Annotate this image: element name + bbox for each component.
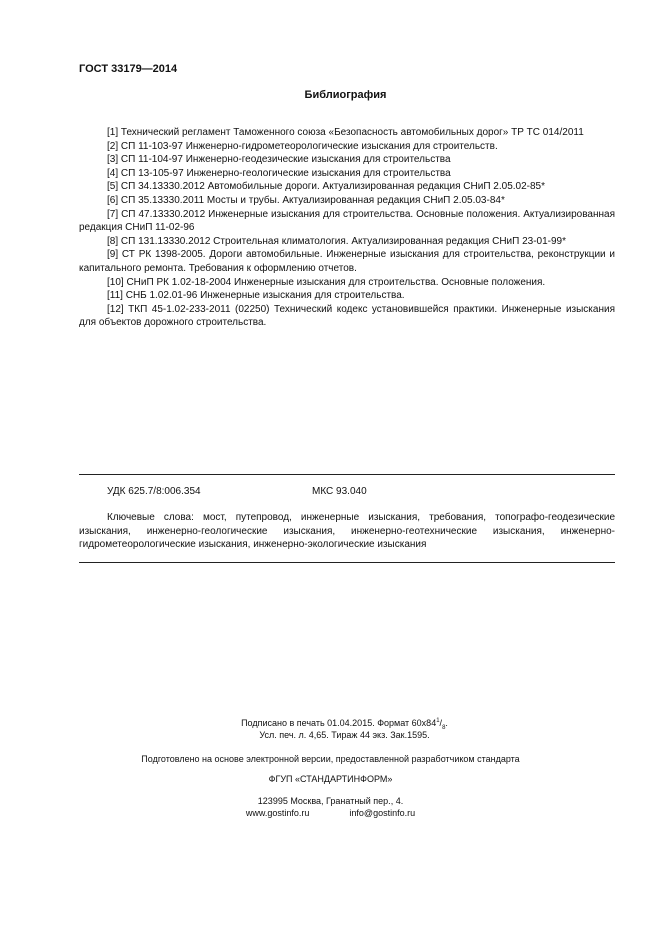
bibliography-item: [12] ТКП 45-1.02-233-2011 (02250) Технический кодекс установившейся практики. Инженерные изыскания для объектов дорожного строительства.	[79, 303, 615, 329]
bibliography-item: [10] СНиП РК 1.02-18-2004 Инженерные изыскания для строительства. Основные положения.	[107, 276, 546, 288]
publisher-email-link[interactable]: info@gostinfo.ru	[349, 808, 416, 818]
bibliography-item: [8] СП 131.13330.2012 Строительная климатология. Актуализированная редакция СНиП 23-01-99*	[107, 235, 567, 247]
format-fraction-denominator: 8	[442, 724, 446, 731]
publisher-name: ФГУП «СТАНДАРТИНФОРМ»	[268, 774, 393, 784]
imprint-signed-text: Подписано в печать 01.04.2015. Формат 60х84	[241, 718, 437, 728]
keywords: Ключевые слова: мост, путепровод, инженерные изыскания, требования, топографо-геодезические изыскания, инженерно-геологические изыскания, инженерно-геотехнические изыскания, инженерно-гидрометеорологические изыскания, инженерно-экологические изыскания	[79, 512, 615, 551]
divider-top	[79, 474, 615, 475]
udk-code: УДК 625.7/8:006.354	[107, 486, 201, 497]
publisher-website-link[interactable]: www.gostinfo.ru	[245, 808, 310, 818]
document-id: ГОСТ 33179—2014	[79, 63, 178, 75]
publisher-contacts	[0, 807, 661, 819]
bibliography-item: [5] СП 34.13330.2012 Автомобильные дороги. Актуализированная редакция СНиП 2.05.02-85*	[107, 181, 546, 193]
format-end: .	[445, 718, 448, 728]
mks-code: МКС 93.040	[312, 486, 367, 497]
bibliography-item: [11] СНБ 1.02.01-96 Инженерные изыскания для строительства.	[107, 290, 405, 302]
format-fraction-numerator: 1	[436, 718, 440, 724]
bibliography-item: [7] СП 47.13330.2012 Инженерные изыскания для строительства. Основные положения. Актуализированная редакция СНиП 11-02-96	[79, 208, 615, 234]
bibliography-title: Библиография	[304, 89, 387, 101]
bibliography-item: [1] Технический регламент Таможенного союза «Безопасность автомобильных дорог» ТР ТС 014/2011	[107, 127, 584, 138]
bibliography-item: [9] СТ РК 1398-2005. Дороги автомобильные. Инженерные изыскания для строительства, реконструкции и капитального ремонта. Требования к оформлению отчетов.	[79, 249, 615, 274]
imprint-signed: Подписано в печать 01.04.2015. Формат $60х84^1/_8$.	[241, 718, 448, 731]
imprint-prepared-note: Подготовлено на основе электронной версии, предоставленной разработчиком стандарта	[141, 754, 520, 764]
imprint-print-info: Усл. печ. л. 4,65. Тираж 44 экз. Зак.1595.	[259, 730, 430, 740]
bibliography-item: [2] СП 11-103-97 Инженерно-гидрометеорологические изыскания для строительств.	[107, 140, 498, 152]
bibliography-item: [6] СП 35.13330.2011 Мосты и трубы. Актуализированная редакция СНиП 2.05.03-84*	[107, 194, 505, 206]
bibliography-item: [3] СП 11-104-97 Инженерно-геодезические изыскания для строительства	[107, 154, 451, 166]
divider-bottom	[79, 562, 615, 563]
bibliography-item: [4] СП 13-105-97 Инженерно-геологические изыскания для строительства	[107, 167, 451, 179]
bibliography-list	[79, 126, 615, 330]
publisher-address: 123995 Москва, Гранатный пер., 4.	[257, 796, 404, 806]
